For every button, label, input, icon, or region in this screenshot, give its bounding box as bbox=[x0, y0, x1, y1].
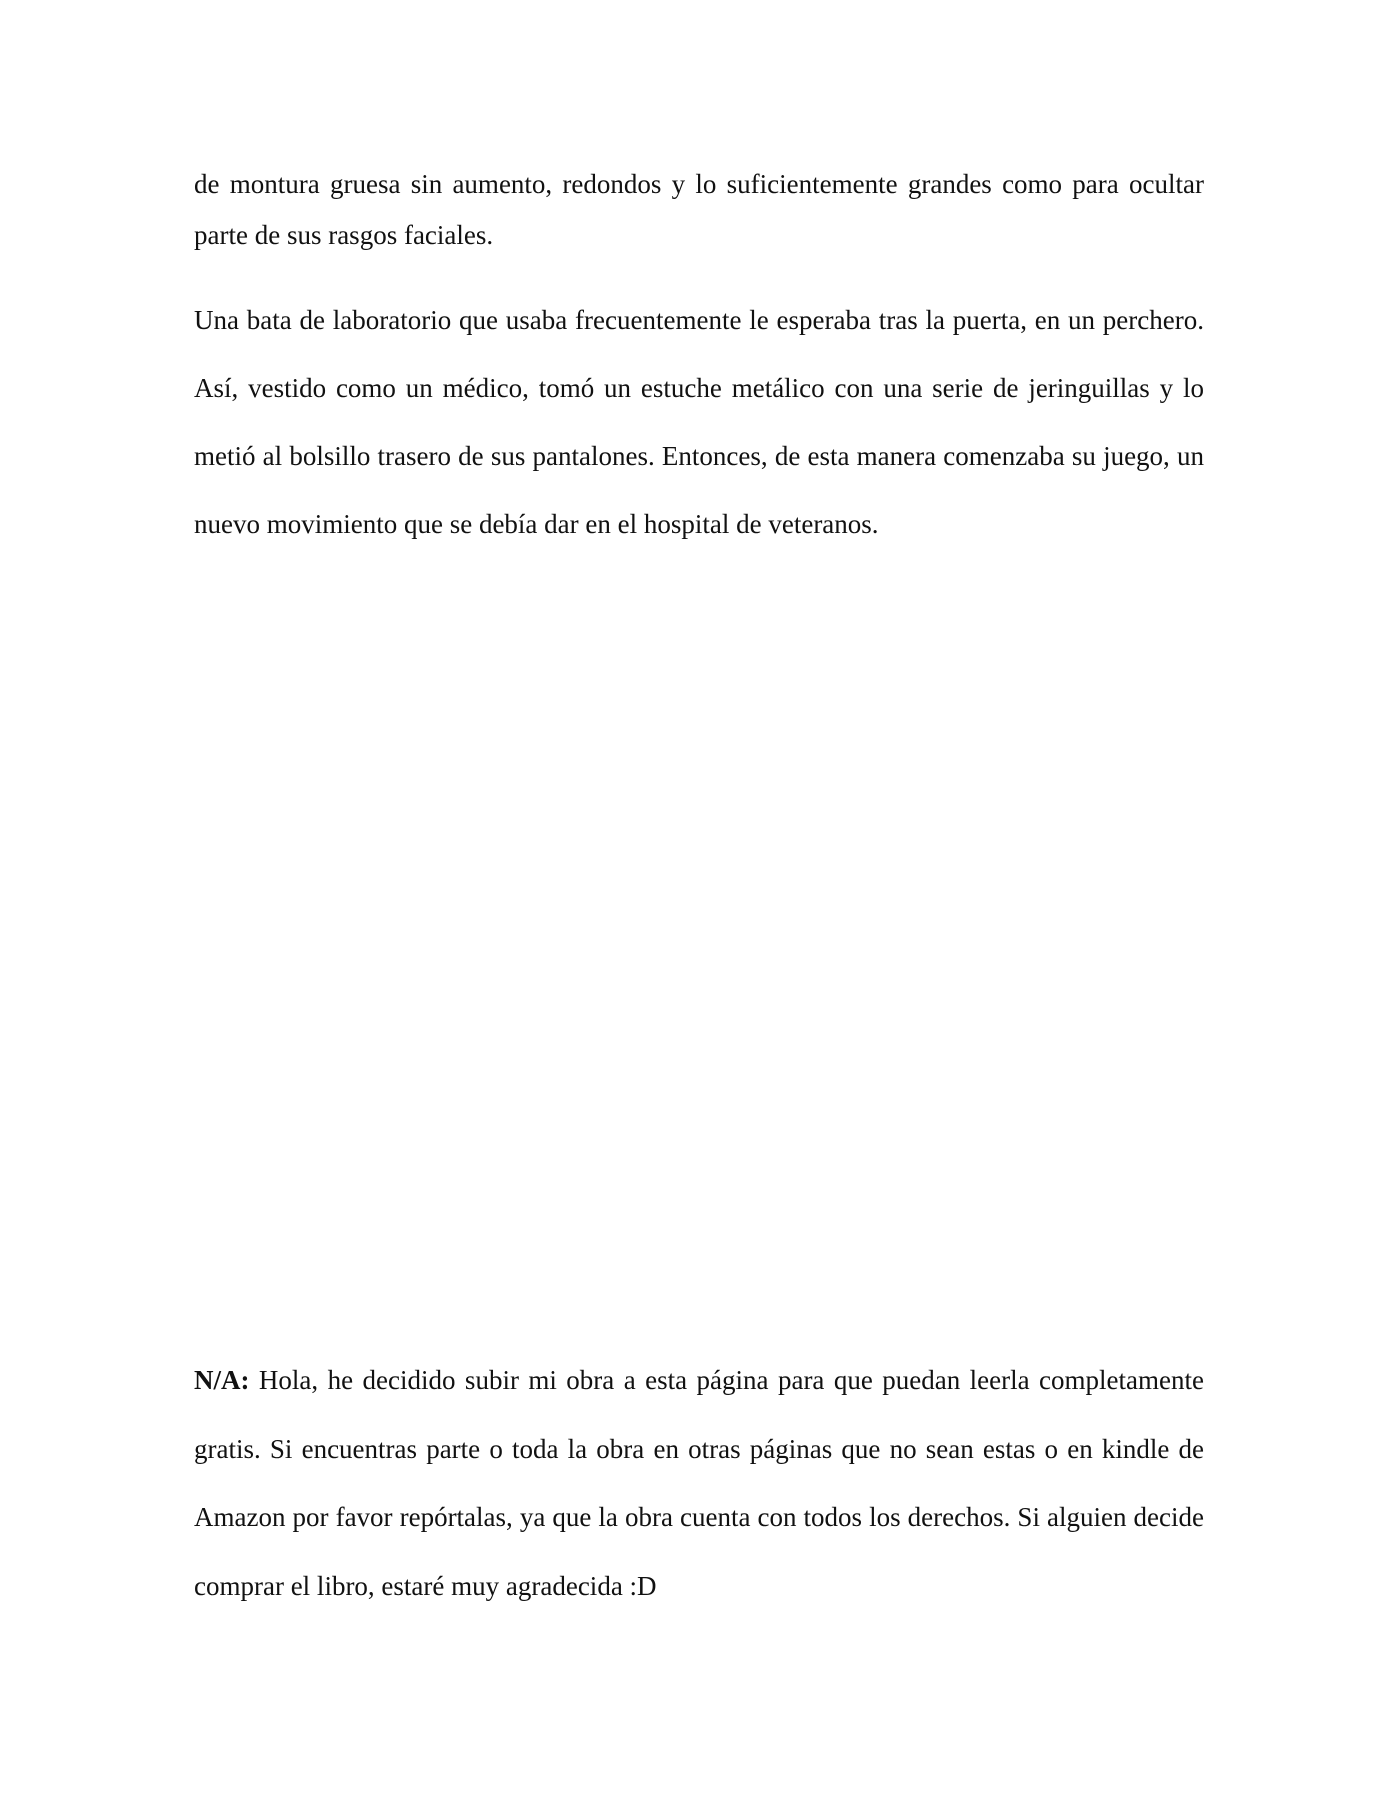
author-note bbox=[194, 1346, 1204, 1620]
paragraph-lab-coat: Una bata de laboratorio que usaba frecuentemente le esperaba tras la puerta, en un perchero. Así, vestido como un médico, tomó un estuche metálico con una serie de jeringuillas y lo metió al bolsillo trasero de sus pantalones. Entonces, de esta manera comenzaba su juego, un nuevo movimiento que se debía dar en el hospital de veteranos. bbox=[194, 305, 1204, 539]
author-note-label: N/A: bbox=[194, 1365, 250, 1395]
paragraph-continuation: de montura gruesa sin aumento, redondos y lo suficientemente grandes como para ocultar parte de sus rasgos faciales. bbox=[194, 169, 1204, 250]
author-note-text: Hola, he decidido subir mi obra a esta página para que puedan leerla completamente gratis. Si encuentras parte o toda la obra en otras páginas que no sean estas o en kindle de Amazon por favor repórtalas, ya que la obra cuenta con todos los derechos. Si alguien decide comprar el libro, estaré muy agradecida :D bbox=[194, 1365, 1204, 1601]
